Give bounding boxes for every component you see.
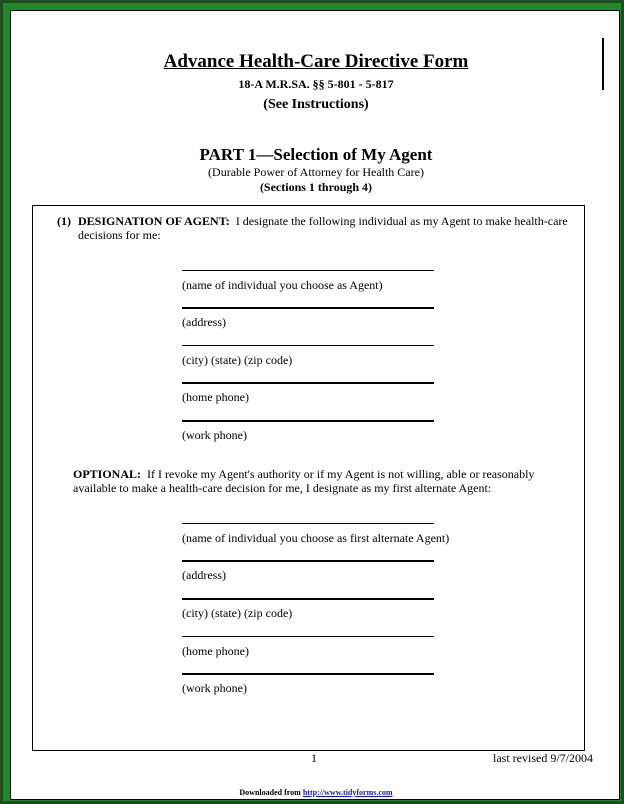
download-notice <box>11 788 621 797</box>
agent-address-line[interactable] <box>182 307 434 309</box>
alternate-work-phone-line[interactable] <box>182 673 434 675</box>
alternate-address-line[interactable] <box>182 560 434 562</box>
alternate-home-phone-line[interactable] <box>182 636 434 637</box>
section1-heading: DESIGNATION OF AGENT: <box>78 214 230 228</box>
alternate-city-line[interactable] <box>182 598 434 600</box>
part1-title: PART 1—Selection of My Agent <box>199 145 433 164</box>
agent-name-label: (name of individual you choose as Agent) <box>182 278 383 292</box>
alternate-address-label: (address) <box>182 568 226 582</box>
alternate-name-label: (name of individual you choose as first alternate Agent) <box>182 531 450 545</box>
optional-body: If I revoke my Agent's authority or if my Agent is not willing, able or reasonably available to make a health-care decision for me, I designate as my first alternate Agent: <box>73 467 535 495</box>
alternate-work-phone-label: (work phone) <box>182 681 247 695</box>
revision-date: last revised 9/7/2004 <box>493 751 593 765</box>
section1-number: (1) <box>57 214 71 228</box>
alternate-name-line[interactable] <box>182 523 434 524</box>
part1-sections: (Sections 1 through 4) <box>259 180 373 194</box>
download-link[interactable]: http://www.tidyforms.com <box>302 788 393 797</box>
section1-text <box>78 214 578 242</box>
agent-work-phone-line[interactable] <box>182 420 434 422</box>
alternate-home-phone-label: (home phone) <box>182 644 249 658</box>
agent-city-line[interactable] <box>182 345 434 346</box>
agent-home-phone-line[interactable] <box>182 382 434 384</box>
page-number: 1 <box>311 751 317 765</box>
part1-subtitle: (Durable Power of Attorney for Health Care) <box>208 165 424 179</box>
agent-home-phone-label: (home phone) <box>182 390 249 404</box>
agent-address-label: (address) <box>182 315 226 329</box>
download-prefix: Downloaded from <box>239 788 301 797</box>
agent-name-line[interactable] <box>182 270 434 271</box>
form-title: Advance Health-Care Directive Form <box>163 51 469 72</box>
section1-body: I designate the following individual as my Agent to make health-care decisions for me: <box>78 214 568 242</box>
optional-heading: OPTIONAL: <box>73 467 142 481</box>
agent-city-label: (city) (state) (zip code) <box>182 353 293 367</box>
document-page <box>10 10 620 800</box>
statute-reference: 18-A M.R.SA. §§ 5-801 - 5-817 <box>238 77 394 91</box>
see-instructions: (See Instructions) <box>263 97 369 112</box>
optional-text <box>73 467 578 495</box>
agent-work-phone-label: (work phone) <box>182 428 247 442</box>
alternate-city-label: (city) (state) (zip code) <box>182 606 293 620</box>
